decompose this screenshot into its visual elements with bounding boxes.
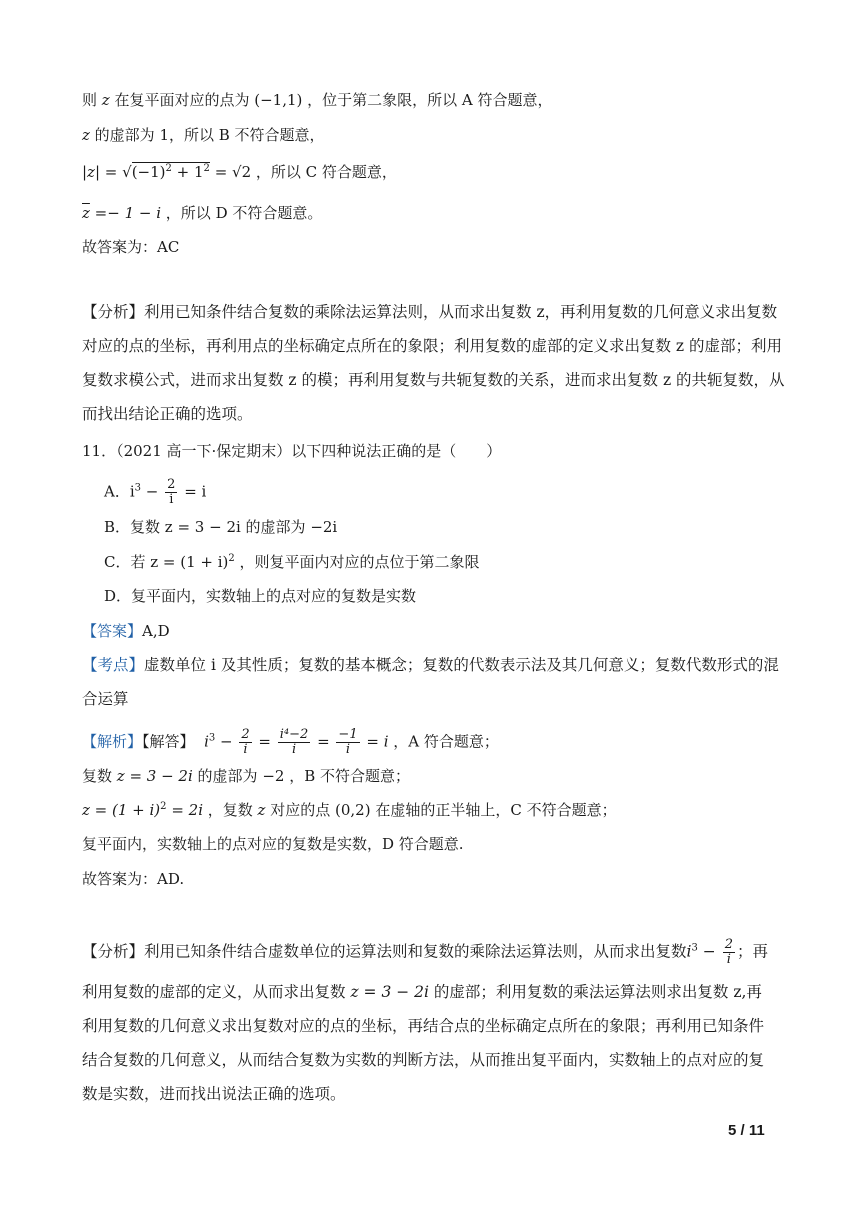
math-var: z: [101, 91, 110, 109]
fraction: [278, 728, 311, 757]
numerator: 2: [724, 937, 733, 952]
analysis2-line-4: 结合复数的几何意义，从而结合复数为实数的判断方法，从而推出复平面内，实数轴上的点对应的复: [82, 1051, 765, 1069]
math-expr: z = (1 + i): [82, 801, 161, 819]
math-var: i: [686, 942, 692, 961]
sqrt-symbol: √: [122, 163, 132, 181]
text: ，所以 C 符合题意，: [251, 163, 397, 181]
text: −: [141, 482, 164, 501]
numerator: −1: [338, 727, 358, 742]
answer-line: 故答案为：AC: [82, 238, 180, 256]
jiexi-line-4: 复平面内，实数轴上的点对应的复数是实数，D 符合题意.: [82, 835, 464, 853]
text: 在复平面对应的点为: [109, 91, 255, 109]
jiexi-tag: 【解析】: [82, 732, 143, 751]
denominator: i: [243, 742, 248, 757]
numerator: i⁴−2: [279, 727, 309, 742]
text: 利用已知条件结合虚数单位的运算法则和复数的乘除法运算法则，从而求出复数: [144, 942, 687, 961]
math-value: −2: [262, 767, 285, 785]
option-c: C．若 $z = (1 + i)^2$ ，则复平面内对应的点位于第二象限: [104, 553, 480, 571]
denominator: i: [726, 952, 731, 967]
kaodian-tag: 【考点】: [82, 656, 145, 674]
fraction: [723, 938, 735, 967]
analysis-tag: 【分析】: [82, 303, 145, 321]
text: −: [215, 732, 238, 751]
fraction: [165, 478, 177, 507]
math-expr: =− 1 − i: [89, 204, 162, 222]
text: = i: [179, 482, 207, 501]
answer-row: [82, 621, 170, 641]
text: 的虚部为: [192, 767, 263, 785]
math-abs: |z| =: [82, 163, 123, 181]
math-point: (0,2): [335, 801, 371, 819]
jiexi-line-5: 故答案为：AD.: [82, 870, 185, 888]
jiexi-line-2: [82, 766, 410, 786]
option-b: B．复数 z = 3 − 2i 的虚部为 −2i: [104, 518, 338, 536]
fraction: [239, 728, 251, 757]
solution-line-3: [82, 162, 397, 182]
page-number: 5 / 11: [728, 1122, 765, 1139]
text: 在虚轴的正半轴上，C 不符合题意；: [370, 801, 617, 819]
jiexi-line-1: 【解析】【解答】 $i^3$ − $\frac{2}{i}$ = $\frac{\text{i⁴−2}}{i}$ = $\frac{-1}{i}$ = i ，A 符合题意；: [82, 727, 499, 757]
text: 对应的点: [265, 801, 335, 819]
analysis2-line-5: 数是实数，进而找出说法正确的选项。: [82, 1085, 346, 1103]
analysis-tag: 【分析】: [82, 942, 145, 961]
fraction: [336, 728, 359, 757]
option-d: D．复平面内，实数轴上的点对应的复数是实数: [104, 587, 417, 605]
text: 的虚部为 1，所以 B 不符合题意，: [89, 126, 325, 144]
analysis2-line-2: [82, 982, 762, 1002]
solution-line-4: [82, 203, 322, 223]
option-a: A．$i^3$ − $\frac{2}{i}$ = i: [104, 477, 207, 507]
math-var: z: [257, 801, 266, 819]
answer-tag: 【答案】: [82, 622, 143, 640]
text: ，B 不符合题意；: [284, 767, 411, 785]
numerator: 2: [241, 727, 250, 742]
text: 则: [82, 91, 102, 109]
text: =: [253, 732, 276, 751]
text: ，A 符合题意；: [388, 732, 499, 751]
conjugate-z: $\overline{z}$: [82, 204, 90, 222]
text: 的虚部；利用复数的乘法运算法则求出复数 z,再: [428, 983, 762, 1001]
math-result: = √2: [209, 163, 252, 181]
kaodian-text: 虚数单位 i 及其性质；复数的基本概念；复数的代数表示法及其几何意义；复数代数形式的混合运算: [82, 656, 779, 708]
denominator: i: [345, 742, 351, 757]
analysis2-line-3: 利用复数的几何意义求出复数对应的点的坐标，再结合点的坐标确定点所在的象限；再利用已知条件: [82, 1017, 765, 1035]
text: ，位于第二象限，所以 A 符合题意，: [302, 91, 553, 109]
math-var: i: [204, 732, 209, 751]
analysis2-line-1: 【分析】利用已知条件结合虚数单位的运算法则和复数的乘除法运算法则，从而求出复数$i^3$ − $\frac{2}{i}$ ；再: [82, 937, 769, 967]
text: = i: [361, 732, 389, 751]
text: ，所以 D 不符合题意。: [161, 204, 323, 222]
denominator: i: [291, 742, 297, 757]
solution-line-2: [82, 125, 325, 145]
math-var: z: [82, 126, 90, 144]
math-expr: z = 3 − 2i: [116, 767, 193, 785]
math-var: i: [129, 482, 135, 501]
answer-value: A,D: [142, 622, 170, 640]
text: ；再: [737, 942, 769, 961]
text: + 1: [171, 163, 204, 181]
question-stem: 11．（2021 高一下·保定期末）以下四种说法正确的是（ ）: [82, 442, 502, 460]
sqrt-body: $(-1)^2 + 1^2$: [131, 163, 210, 181]
solution-line-1: [82, 90, 553, 110]
text: 复数: [82, 767, 117, 785]
analysis-paragraph-1: [82, 295, 788, 431]
numerator: 2: [167, 477, 176, 492]
jieda-tag: 【解答】: [142, 732, 195, 751]
jiexi-line-3: $z = (1 + i)^2 = 2i$ ，复数 z 对应的点 (0,2) 在虚轴的正半轴上，C 不符合题意；: [82, 801, 617, 819]
math-point: (−1,1): [254, 91, 303, 109]
math-expr: z = 3 − 2i: [350, 983, 429, 1001]
math-expr: = 2i: [166, 801, 203, 819]
text: 利用复数的虚部的定义，从而求出复数: [82, 983, 351, 1001]
kaodian-paragraph: [82, 648, 788, 716]
text: ，则复平面内对应的点位于第二象限: [234, 553, 480, 571]
analysis-text: 利用已知条件结合复数的乘除法运算法则，从而求出复数 z，再利用复数的几何意义求出复数对应的点的坐标，再利用点的坐标确定点所在的象限；利用复数的虚部的定义求出复数 z 的虚部；利用复数求模公式，进而求出复数 z 的模；再利用复数与共轭复数的关系，进而求出复数 z 的共轭复数，从而找出结论正确的选项。: [82, 303, 785, 423]
text: (−1): [131, 163, 166, 181]
text: ，复数: [203, 801, 258, 819]
option-label: A．: [104, 482, 130, 501]
text: C．若 z = (1 + i): [104, 553, 229, 571]
text: =: [312, 732, 335, 751]
text: −: [697, 942, 721, 961]
denominator: i: [169, 492, 174, 507]
